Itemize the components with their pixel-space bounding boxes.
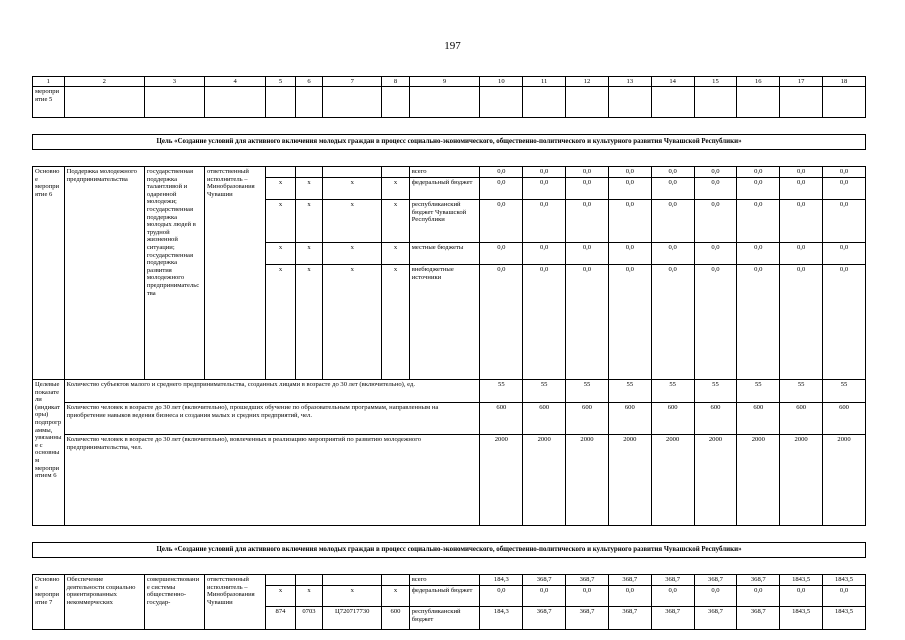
value-cell: 0,0 bbox=[694, 586, 737, 607]
value-cell: 368,7 bbox=[737, 607, 780, 630]
value-cell: 0,0 bbox=[480, 243, 523, 265]
goal-text: Цель «Создание условий для активного включения молодых граждан в процесс социально-экономического, общественно-политического и культурного развития Чувашской Республики» bbox=[33, 543, 866, 558]
indicator-text: Количество субъектов малого и среднего предпринимательства, созданных лицами в возрасте до 30 лет (включительно), ед. bbox=[64, 380, 480, 403]
code-cell: x bbox=[382, 200, 409, 243]
indicator-value: 2000 bbox=[651, 435, 694, 526]
code-cell: x bbox=[323, 200, 382, 243]
code-cell: x bbox=[382, 243, 409, 265]
value-cell: 0,0 bbox=[566, 243, 609, 265]
empty-cell bbox=[295, 87, 322, 118]
code-cell: Ц720717730 bbox=[323, 607, 382, 630]
value-cell: 0,0 bbox=[608, 243, 651, 265]
empty-cell bbox=[64, 87, 144, 118]
value-cell: 0,0 bbox=[651, 265, 694, 380]
code-cell: x bbox=[323, 178, 382, 200]
code-cell: x bbox=[266, 178, 296, 200]
empty-cell bbox=[382, 87, 409, 118]
value-cell: 0,0 bbox=[523, 586, 566, 607]
code-cell: x bbox=[266, 265, 296, 380]
funding-row bbox=[33, 167, 866, 178]
value-cell: 0,0 bbox=[823, 200, 866, 243]
code-cell bbox=[295, 575, 322, 586]
funding-source: всего bbox=[409, 575, 480, 586]
budget-table bbox=[32, 76, 866, 630]
column-number: 11 bbox=[523, 77, 566, 87]
spacer-row bbox=[33, 150, 866, 167]
value-cell: 368,7 bbox=[566, 575, 609, 586]
indicator-value: 55 bbox=[523, 380, 566, 403]
empty-cell bbox=[608, 87, 651, 118]
indicator-value: 2000 bbox=[523, 435, 566, 526]
value-cell: 0,0 bbox=[608, 178, 651, 200]
value-cell: 0,0 bbox=[651, 200, 694, 243]
indicator-value: 600 bbox=[694, 403, 737, 435]
budget-table-sheet bbox=[32, 76, 866, 630]
goal-row bbox=[33, 543, 866, 558]
code-cell: x bbox=[295, 265, 322, 380]
code-cell: 600 bbox=[382, 607, 409, 630]
funding-row bbox=[33, 575, 866, 586]
value-cell: 0,0 bbox=[780, 586, 823, 607]
empty-cell bbox=[780, 87, 823, 118]
column-number: 13 bbox=[608, 77, 651, 87]
indicator-text: Количество человек в возрасте до 30 лет (включительно), вовлеченных в реализацию мероприятий по развитию молодежного предпринимательства, чел. bbox=[64, 435, 480, 526]
value-cell: 368,7 bbox=[608, 575, 651, 586]
code-cell: x bbox=[323, 243, 382, 265]
indicator-value: 600 bbox=[566, 403, 609, 435]
funding-source: федеральный бюджет bbox=[409, 586, 480, 607]
indicator-value: 2000 bbox=[480, 435, 523, 526]
event-program: совершенствование системы общественно-государ- bbox=[144, 575, 204, 630]
indicator-value: 55 bbox=[651, 380, 694, 403]
value-cell: 368,7 bbox=[694, 607, 737, 630]
value-cell: 0,0 bbox=[737, 243, 780, 265]
empty-cell bbox=[144, 87, 204, 118]
empty-cell bbox=[523, 87, 566, 118]
indicator-value: 55 bbox=[780, 380, 823, 403]
value-cell: 0,0 bbox=[694, 167, 737, 178]
column-number: 10 bbox=[480, 77, 523, 87]
indicator-value: 2000 bbox=[566, 435, 609, 526]
column-number: 14 bbox=[651, 77, 694, 87]
value-cell: 0,0 bbox=[823, 178, 866, 200]
event-program: государственная поддержка талантливой и одаренной молодежи; государственная поддержка молодых людей в трудной жизненной ситуации; государственная поддержка развития молодежного предпринимательства bbox=[144, 167, 204, 380]
event-label: Основное мероприятие 7 bbox=[33, 575, 65, 630]
value-cell: 368,7 bbox=[651, 575, 694, 586]
value-cell: 0,0 bbox=[566, 265, 609, 380]
value-cell: 0,0 bbox=[737, 178, 780, 200]
empty-cell bbox=[694, 87, 737, 118]
code-cell: x bbox=[295, 586, 322, 607]
value-cell: 0,0 bbox=[737, 200, 780, 243]
indicator-value: 600 bbox=[608, 403, 651, 435]
indicator-value: 2000 bbox=[823, 435, 866, 526]
value-cell: 368,7 bbox=[737, 575, 780, 586]
empty-cell bbox=[737, 87, 780, 118]
value-cell: 0,0 bbox=[480, 167, 523, 178]
value-cell: 0,0 bbox=[694, 243, 737, 265]
indicator-label: Целевые показатели (индикаторы) подпрограммы, увязанные с основным мероприятием 6 bbox=[33, 380, 65, 526]
indicator-value: 55 bbox=[694, 380, 737, 403]
code-cell: x bbox=[382, 265, 409, 380]
indicator-value: 2000 bbox=[737, 435, 780, 526]
value-cell: 368,7 bbox=[608, 607, 651, 630]
empty-cell bbox=[480, 87, 523, 118]
column-number: 15 bbox=[694, 77, 737, 87]
value-cell: 0,0 bbox=[651, 178, 694, 200]
funding-source: республиканский бюджет bbox=[409, 607, 480, 630]
indicator-value: 2000 bbox=[608, 435, 651, 526]
empty-cell bbox=[823, 87, 866, 118]
code-cell bbox=[323, 575, 382, 586]
indicator-value: 600 bbox=[823, 403, 866, 435]
value-cell: 368,7 bbox=[651, 607, 694, 630]
funding-source: федеральный бюджет bbox=[409, 178, 480, 200]
value-cell: 0,0 bbox=[523, 167, 566, 178]
indicator-row bbox=[33, 380, 866, 403]
event-label: мероприятие 5 bbox=[33, 87, 65, 118]
column-number: 12 bbox=[566, 77, 609, 87]
column-number: 5 bbox=[266, 77, 296, 87]
value-cell: 0,0 bbox=[737, 167, 780, 178]
indicator-value: 55 bbox=[608, 380, 651, 403]
code-cell: x bbox=[323, 586, 382, 607]
value-cell: 0,0 bbox=[651, 167, 694, 178]
value-cell: 0,0 bbox=[694, 200, 737, 243]
column-number: 2 bbox=[64, 77, 144, 87]
value-cell: 0,0 bbox=[780, 265, 823, 380]
value-cell: 0,0 bbox=[480, 200, 523, 243]
indicator-text: Количество человек в возрасте до 30 лет (включительно), прошедших обучение по образовательным программам, направленным на приобретение навыков ведения бизнеса и создания малых и средних предприятий, чел. bbox=[64, 403, 480, 435]
value-cell: 368,7 bbox=[523, 575, 566, 586]
value-cell: 368,7 bbox=[523, 607, 566, 630]
event-executor: ответственный исполнитель – Минобразования Чувашии bbox=[205, 575, 266, 630]
value-cell: 0,0 bbox=[651, 243, 694, 265]
code-cell bbox=[295, 167, 322, 178]
value-cell: 0,0 bbox=[608, 200, 651, 243]
indicator-value: 600 bbox=[737, 403, 780, 435]
funding-source: внебюджетные источники bbox=[409, 265, 480, 380]
value-cell: 0,0 bbox=[780, 167, 823, 178]
value-cell: 1843,5 bbox=[823, 607, 866, 630]
value-cell: 0,0 bbox=[523, 265, 566, 380]
value-cell: 0,0 bbox=[823, 265, 866, 380]
code-cell: 874 bbox=[266, 607, 296, 630]
indicator-value: 2000 bbox=[780, 435, 823, 526]
value-cell: 368,7 bbox=[566, 607, 609, 630]
column-number: 4 bbox=[205, 77, 266, 87]
code-cell: x bbox=[266, 243, 296, 265]
value-cell: 0,0 bbox=[823, 586, 866, 607]
prev-event-row bbox=[33, 87, 866, 118]
page-number: 197 bbox=[444, 40, 461, 52]
column-number: 17 bbox=[780, 77, 823, 87]
value-cell: 0,0 bbox=[651, 586, 694, 607]
code-cell: x bbox=[295, 200, 322, 243]
code-cell bbox=[266, 575, 296, 586]
code-cell: x bbox=[323, 265, 382, 380]
indicator-value: 600 bbox=[523, 403, 566, 435]
value-cell: 0,0 bbox=[523, 200, 566, 243]
value-cell: 0,0 bbox=[608, 586, 651, 607]
value-cell: 0,0 bbox=[566, 167, 609, 178]
indicator-value: 600 bbox=[780, 403, 823, 435]
value-cell: 0,0 bbox=[566, 586, 609, 607]
value-cell: 1843,5 bbox=[780, 607, 823, 630]
empty-cell bbox=[323, 87, 382, 118]
indicator-row bbox=[33, 435, 866, 526]
code-cell: x bbox=[382, 178, 409, 200]
empty-cell bbox=[566, 87, 609, 118]
empty-cell bbox=[651, 87, 694, 118]
code-cell: 0703 bbox=[295, 607, 322, 630]
value-cell: 0,0 bbox=[823, 243, 866, 265]
value-cell: 368,7 bbox=[694, 575, 737, 586]
empty-cell bbox=[205, 87, 266, 118]
column-number: 7 bbox=[323, 77, 382, 87]
funding-source: республиканский бюджет Чувашской Республики bbox=[409, 200, 480, 243]
indicator-value: 55 bbox=[566, 380, 609, 403]
code-cell bbox=[323, 167, 382, 178]
column-number: 18 bbox=[823, 77, 866, 87]
value-cell: 0,0 bbox=[737, 586, 780, 607]
code-cell: x bbox=[266, 200, 296, 243]
indicator-value: 600 bbox=[651, 403, 694, 435]
event-name: Обеспечение деятельности социально ориентированных некоммерческих bbox=[64, 575, 144, 630]
value-cell: 0,0 bbox=[566, 178, 609, 200]
code-cell bbox=[266, 167, 296, 178]
code-cell: x bbox=[266, 586, 296, 607]
column-number-row bbox=[33, 77, 866, 87]
spacer-row bbox=[33, 558, 866, 575]
goal-text: Цель «Создание условий для активного включения молодых граждан в процесс социально-экономического, общественно-политического и культурного развития Чувашской Республики» bbox=[33, 135, 866, 150]
spacer-row bbox=[33, 118, 866, 135]
code-cell: x bbox=[382, 586, 409, 607]
code-cell bbox=[382, 575, 409, 586]
indicator-value: 55 bbox=[480, 380, 523, 403]
value-cell: 0,0 bbox=[480, 178, 523, 200]
indicator-value: 55 bbox=[737, 380, 780, 403]
column-number: 9 bbox=[409, 77, 480, 87]
code-cell bbox=[382, 167, 409, 178]
column-number: 8 bbox=[382, 77, 409, 87]
value-cell: 0,0 bbox=[480, 586, 523, 607]
column-number: 16 bbox=[737, 77, 780, 87]
goal-row bbox=[33, 135, 866, 150]
indicator-value: 2000 bbox=[694, 435, 737, 526]
spacer-row bbox=[33, 526, 866, 543]
value-cell: 0,0 bbox=[480, 265, 523, 380]
indicator-row bbox=[33, 403, 866, 435]
value-cell: 184,3 bbox=[480, 575, 523, 586]
value-cell: 0,0 bbox=[523, 178, 566, 200]
event-label: Основное мероприятие 6 bbox=[33, 167, 65, 380]
value-cell: 184,3 bbox=[480, 607, 523, 630]
indicator-value: 55 bbox=[823, 380, 866, 403]
value-cell: 0,0 bbox=[608, 265, 651, 380]
event-executor: ответственный исполнитель – Минобразования Чувашии bbox=[205, 167, 266, 380]
value-cell: 0,0 bbox=[608, 167, 651, 178]
empty-cell bbox=[266, 87, 296, 118]
column-number: 1 bbox=[33, 77, 65, 87]
value-cell: 0,0 bbox=[780, 178, 823, 200]
column-number: 6 bbox=[295, 77, 322, 87]
value-cell: 0,0 bbox=[694, 265, 737, 380]
event-name: Поддержка молодежного предпринимательства bbox=[64, 167, 144, 380]
empty-cell bbox=[409, 87, 480, 118]
value-cell: 0,0 bbox=[823, 167, 866, 178]
value-cell: 0,0 bbox=[737, 265, 780, 380]
value-cell: 1843,5 bbox=[780, 575, 823, 586]
value-cell: 0,0 bbox=[780, 200, 823, 243]
value-cell: 0,0 bbox=[566, 200, 609, 243]
value-cell: 1843,5 bbox=[823, 575, 866, 586]
value-cell: 0,0 bbox=[694, 178, 737, 200]
code-cell: x bbox=[295, 243, 322, 265]
funding-source: местные бюджеты bbox=[409, 243, 480, 265]
column-number: 3 bbox=[144, 77, 204, 87]
value-cell: 0,0 bbox=[523, 243, 566, 265]
funding-source: всего bbox=[409, 167, 480, 178]
value-cell: 0,0 bbox=[780, 243, 823, 265]
indicator-value: 600 bbox=[480, 403, 523, 435]
code-cell: x bbox=[295, 178, 322, 200]
